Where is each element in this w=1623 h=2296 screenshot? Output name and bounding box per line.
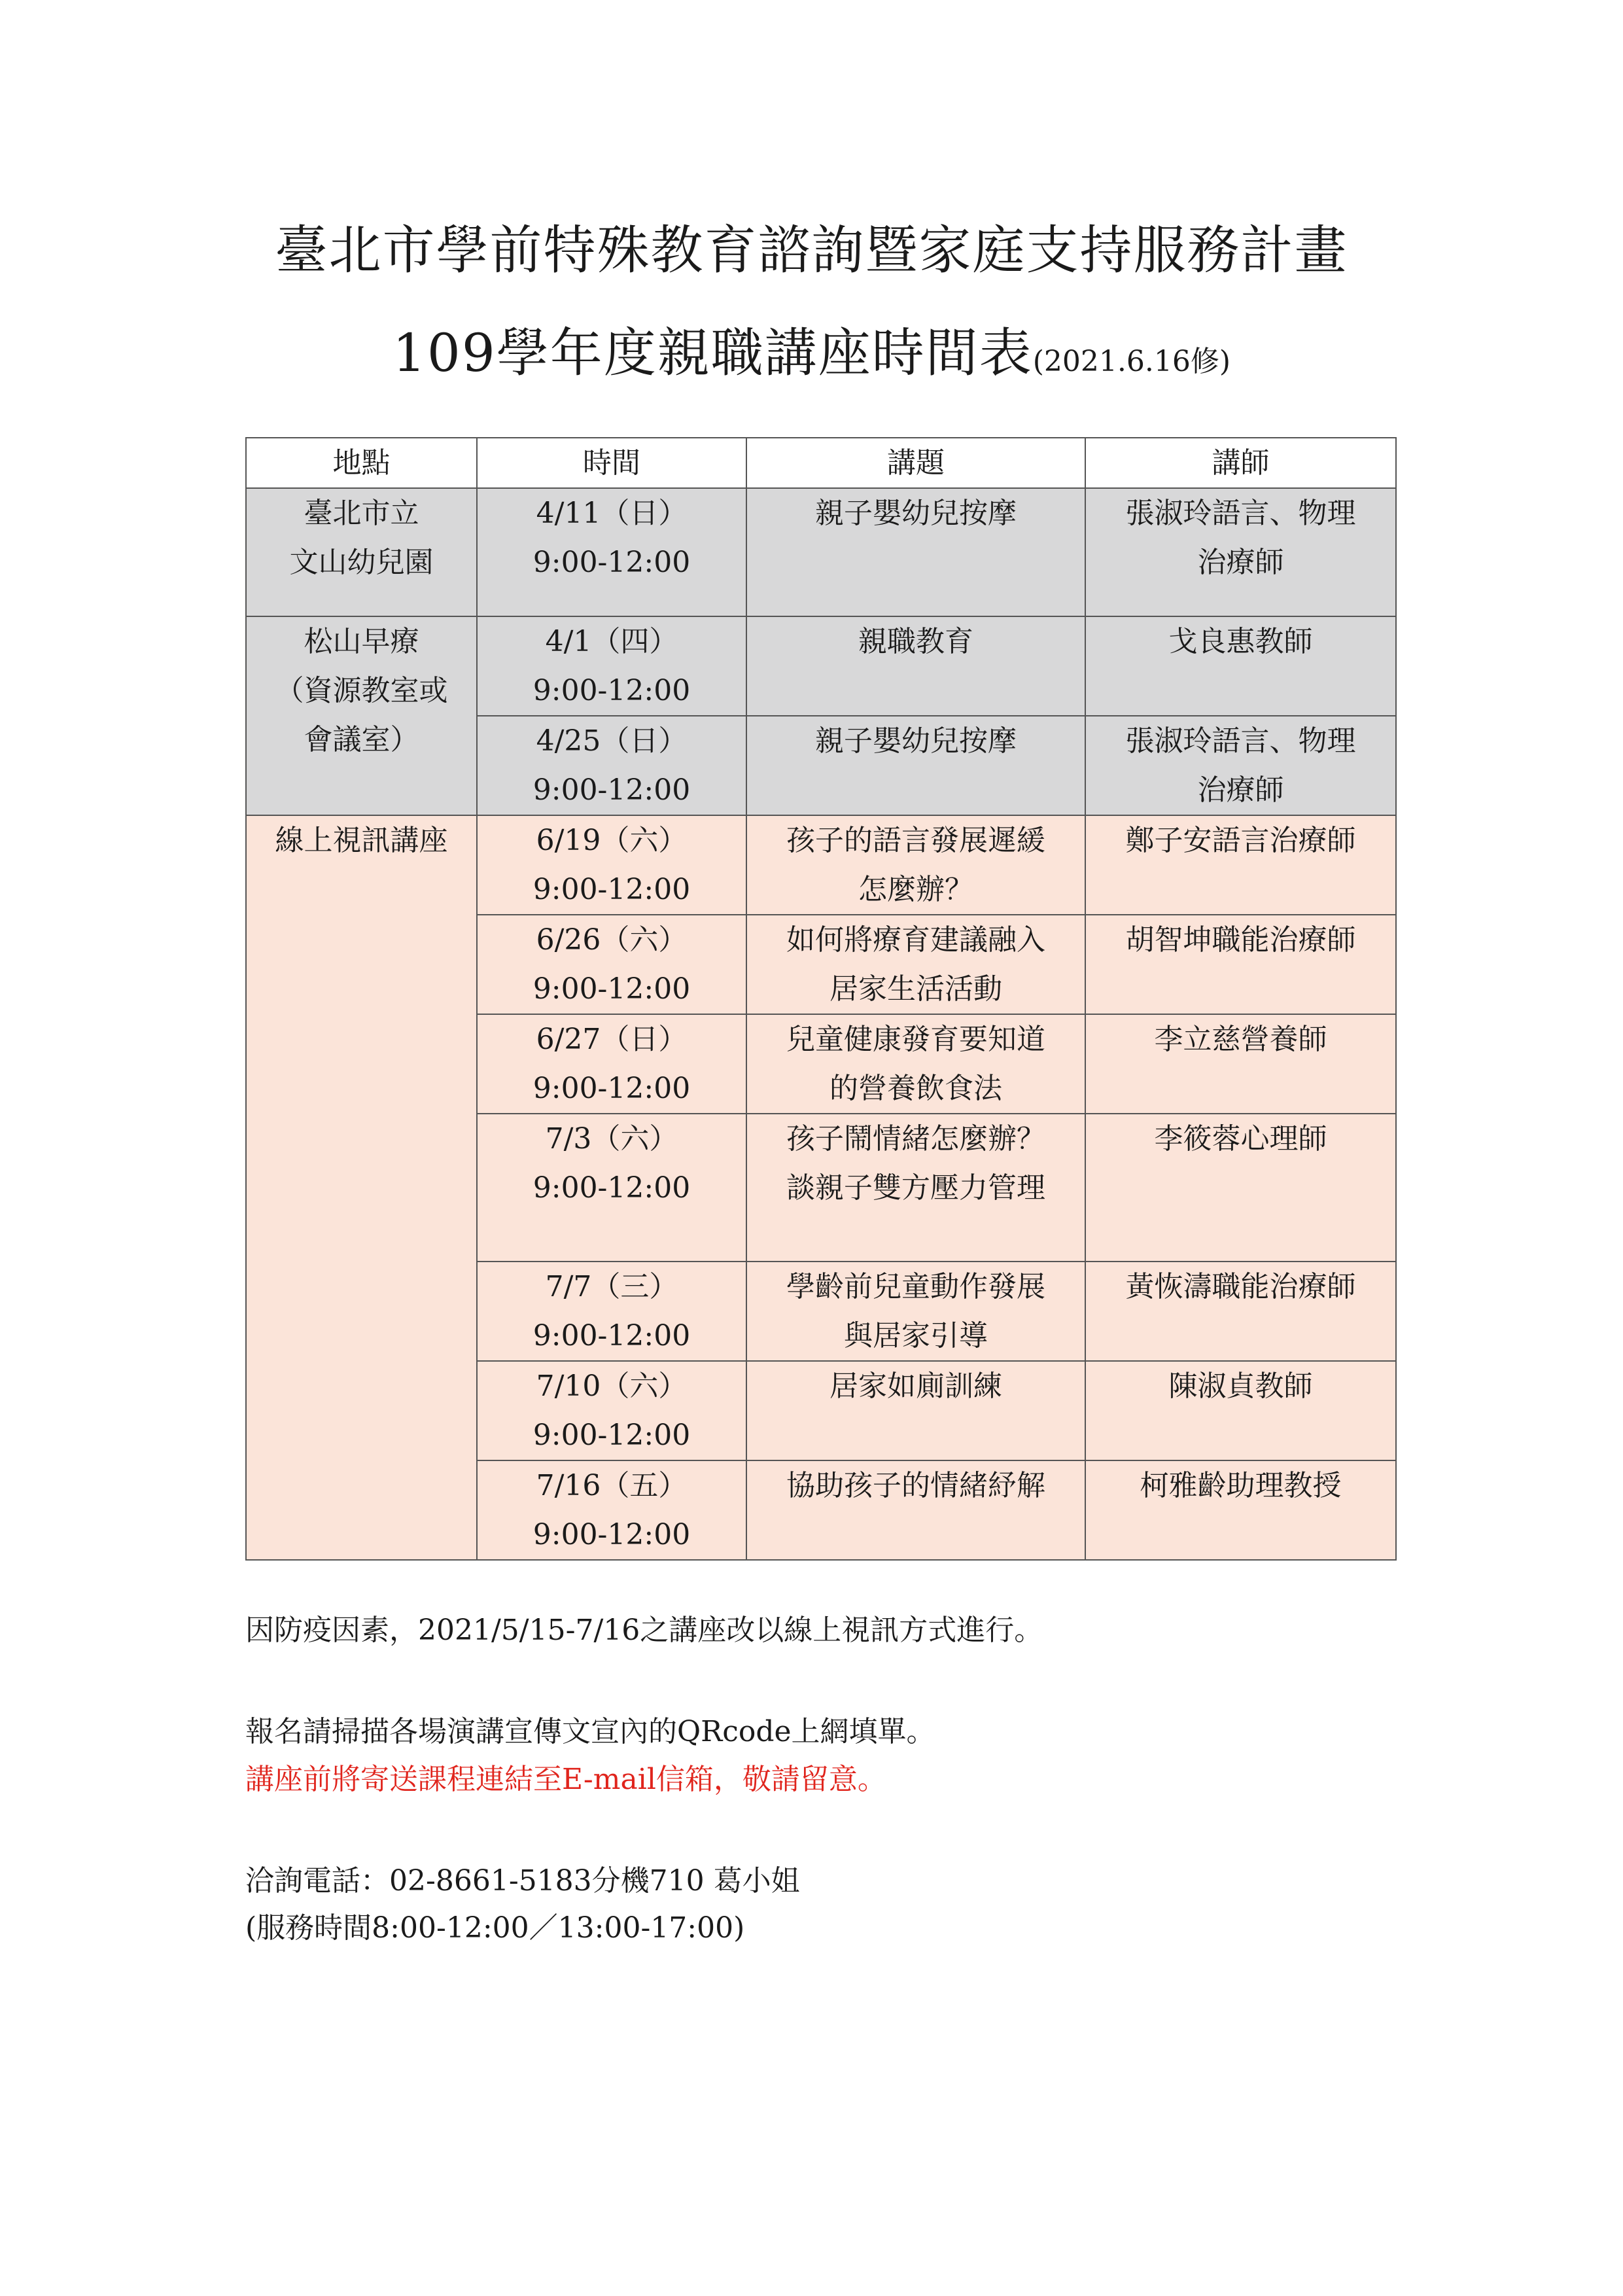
time-cell [477, 1114, 746, 1262]
speaker-cell [1085, 815, 1396, 915]
speaker-cell [1085, 616, 1396, 716]
speaker-line: 李立慈營養師 [1154, 1023, 1327, 1056]
speaker-line: 治療師 [1197, 773, 1284, 807]
location-line: 線上視訊講座 [275, 824, 448, 857]
date-text: 4/25（日） [536, 724, 688, 758]
header-location: 地點 [246, 438, 477, 488]
speaker-line: 戈良惠教師 [1168, 625, 1313, 658]
time-text: 9:00-12:00 [532, 972, 691, 1006]
location-line: 會議室） [304, 723, 419, 756]
link-notice: 講座前將寄送課程連結至E-mail信箱，敬請留意。 [245, 1763, 886, 1796]
document-subtitle [0, 311, 1623, 386]
topic-line: 孩子鬧情緒怎麼辦？ [786, 1122, 1045, 1156]
date-text: 7/7（三） [545, 1270, 678, 1303]
time-cell [477, 488, 746, 616]
time-cell [477, 1014, 746, 1114]
topic-line: 親職教育 [858, 625, 973, 658]
topic-cell [746, 815, 1085, 915]
service-hours: (服務時間8:00-12:00／13:00-17:00) [245, 1911, 745, 1945]
date-text: 7/16（五） [536, 1469, 688, 1502]
revision-note: (2021.6.16修) [1032, 345, 1230, 378]
topic-line: 怎麼辦？ [858, 873, 973, 906]
speaker-line: 治療師 [1197, 546, 1284, 579]
topic-cell [746, 1361, 1085, 1460]
topic-cell [746, 915, 1085, 1014]
speaker-cell [1085, 1014, 1396, 1114]
date-text: 7/10（六） [536, 1369, 688, 1403]
time-text: 9:00-12:00 [532, 546, 691, 579]
time-text: 9:00-12:00 [532, 1072, 691, 1105]
time-text: 9:00-12:00 [532, 1319, 691, 1352]
speaker-cell [1085, 1361, 1396, 1460]
table-row [246, 488, 1396, 616]
time-text: 9:00-12:00 [532, 1518, 691, 1551]
header-topic: 講題 [746, 438, 1085, 488]
date-text: 7/3（六） [545, 1122, 678, 1156]
time-cell [477, 616, 746, 716]
topic-line: 談親子雙方壓力管理 [786, 1171, 1045, 1205]
date-text: 4/11（日） [536, 497, 688, 530]
speaker-line: 張淑玲語言、物理 [1125, 497, 1356, 530]
speaker-cell [1085, 488, 1396, 616]
speaker-cell [1085, 915, 1396, 1014]
time-text: 9:00-12:00 [532, 773, 691, 807]
time-cell [477, 1460, 746, 1560]
topic-cell [746, 1460, 1085, 1560]
topic-line: 如何將療育建議融入 [786, 923, 1045, 957]
topic-line: 居家生活活動 [829, 972, 1002, 1006]
covid-notice: 因防疫因素，2021/5/15-7/16之講座改以線上視訊方式進行。 [245, 1614, 1043, 1647]
time-cell [477, 815, 746, 915]
topic-line: 親子嬰幼兒按摩 [815, 724, 1017, 758]
topic-cell [746, 1014, 1085, 1114]
table-header-row [246, 438, 1396, 488]
speaker-cell [1085, 1114, 1396, 1262]
time-text: 9:00-12:00 [532, 1171, 691, 1205]
time-cell [477, 915, 746, 1014]
lecture-schedule-table [245, 437, 1397, 1561]
date-text: 4/1（四） [545, 625, 678, 658]
topic-line: 兒童健康發育要知道 [786, 1023, 1045, 1056]
header-speaker: 講師 [1085, 438, 1396, 488]
topic-cell [746, 1262, 1085, 1361]
topic-line: 與居家引導 [844, 1319, 988, 1352]
table-row [246, 616, 1396, 716]
topic-line: 學齡前兒童動作發展 [786, 1270, 1045, 1303]
contact-phone: 洽詢電話：02-8661-5183分機710 葛小姐 [245, 1864, 800, 1898]
topic-line: 協助孩子的情緒紓解 [786, 1469, 1045, 1502]
topic-cell [746, 1114, 1085, 1262]
location-line: 文山幼兒園 [289, 546, 434, 579]
speaker-line: 胡智坤職能治療師 [1125, 923, 1356, 957]
speaker-line: 黃恢濤職能治療師 [1125, 1270, 1356, 1303]
speaker-cell [1085, 716, 1396, 815]
time-text: 9:00-12:00 [532, 1419, 691, 1452]
topic-cell [746, 716, 1085, 815]
header-time: 時間 [477, 438, 746, 488]
topic-line: 的營養飲食法 [829, 1072, 1002, 1105]
time-cell [477, 1361, 746, 1460]
speaker-line: 陳淑貞教師 [1168, 1369, 1313, 1403]
location-cell [246, 616, 477, 815]
date-text: 6/27（日） [536, 1023, 688, 1056]
topic-line: 居家如廁訓練 [829, 1369, 1002, 1403]
time-text: 9:00-12:00 [532, 873, 691, 906]
time-cell [477, 716, 746, 815]
document-title: 臺北市學前特殊教育諮詢暨家庭支持服務計畫 [275, 220, 1348, 281]
time-cell [477, 1262, 746, 1361]
table-row [246, 815, 1396, 915]
topic-line: 親子嬰幼兒按摩 [815, 497, 1017, 530]
speaker-cell [1085, 1262, 1396, 1361]
speaker-cell [1085, 1460, 1396, 1560]
date-text: 6/19（六） [536, 824, 688, 857]
speaker-line: 柯雅齡助理教授 [1140, 1469, 1342, 1502]
speaker-line: 鄭子安語言治療師 [1125, 824, 1356, 857]
topic-cell [746, 616, 1085, 716]
signup-notice: 報名請掃描各場演講宣傳文宣內的QRcode上網填單。 [245, 1715, 935, 1748]
speaker-line: 張淑玲語言、物理 [1125, 724, 1356, 758]
location-cell [246, 488, 477, 616]
location-cell [246, 815, 477, 1560]
location-line: 松山早療 [304, 625, 419, 658]
topic-line: 孩子的語言發展遲緩 [786, 824, 1045, 857]
subtitle-text: 109學年度親職講座時間表 [393, 323, 1033, 383]
time-text: 9:00-12:00 [532, 674, 691, 707]
location-line: （資源教室或 [275, 674, 448, 707]
topic-cell [746, 488, 1085, 616]
date-text: 6/26（六） [536, 923, 688, 957]
speaker-line: 李筱蓉心理師 [1154, 1122, 1327, 1156]
location-line: 臺北市立 [304, 497, 419, 530]
